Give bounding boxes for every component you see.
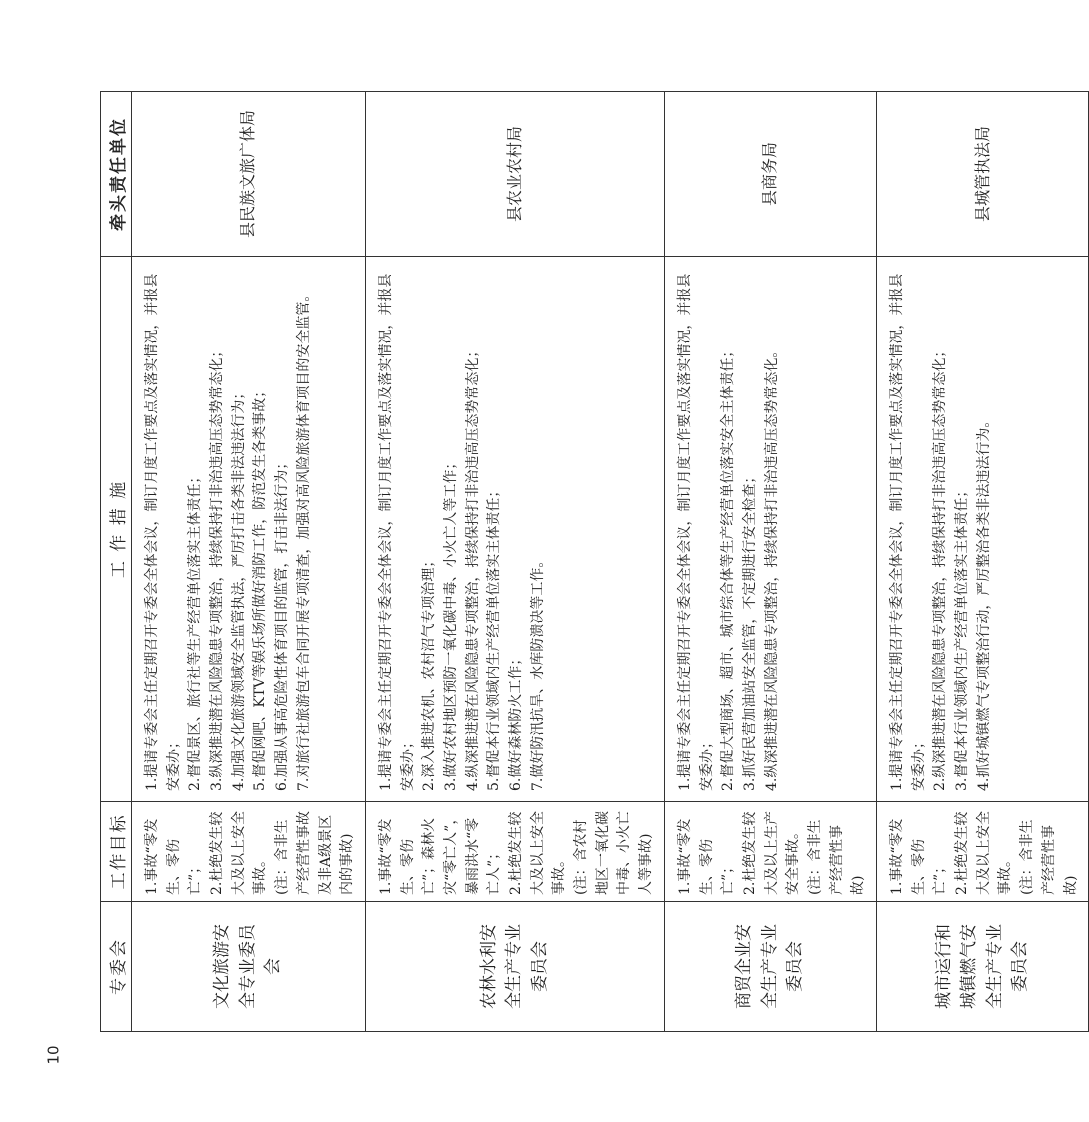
lead-unit-cell: 县城管执法局 xyxy=(877,92,1089,257)
committee-cell: 城市运行和城镇燃气安全生产专业委员会 xyxy=(877,902,1089,1032)
measure-item: 4.抓好城镇燃气专项整治行动，严厉整治各类非法违法行为。 xyxy=(975,413,992,791)
table-row xyxy=(132,92,366,1032)
header-lead-unit: 牵头责任单位 xyxy=(101,92,132,257)
header-goals: 工作目标 xyxy=(101,802,132,902)
work-table xyxy=(100,91,1089,1032)
goal-note: (注：含非生产经营性事故) xyxy=(806,819,867,895)
header-measures: 工 作 措 施 xyxy=(101,257,132,802)
measure-item: 3.督促本行业领域内生产经营单位落实主体责任； xyxy=(954,483,971,791)
measure-item: 4.纵深推进潜在风险隐患专项整治，持续保持打非治违高压态势常态化； xyxy=(464,343,481,791)
goal-note: (注：含农村地区一氧化碳中毒、小火亡人等事故) xyxy=(573,811,655,895)
committee-cell: 农林水利安全生产专业委员会 xyxy=(365,902,664,1032)
goal-item: 2.杜绝发生较大及以上安全事故。 xyxy=(954,811,1014,895)
goals-cell xyxy=(664,802,876,902)
goals-cell xyxy=(877,802,1089,902)
measure-item: 2.纵深推进潜在风险隐患专项整治，持续保持打非治违高压态势常态化； xyxy=(932,343,949,791)
goal-item: 1.事故“零发生、零伤亡”； xyxy=(144,818,204,895)
goal-item: 2.杜绝发生较大及以上生产安全事故。 xyxy=(741,811,802,895)
table-row xyxy=(664,92,876,1032)
goal-item: 1.事故“零发生、零伤亡”；森林火灾“零亡人”，暴雨洪水“零亡人”； xyxy=(377,810,503,895)
measure-item: 6.加强从事高危险性体育项目的监管，打击非法行为； xyxy=(274,455,291,791)
goal-note: (注：含非生产经营性事故及非A级景区内的事故) xyxy=(274,811,356,895)
measures-cell xyxy=(664,257,876,802)
measure-item: 2.深入推进农机、农村沼气专项治理； xyxy=(421,553,438,791)
page-number: 10 xyxy=(44,1045,63,1065)
measure-item: 6.做好森林防火工作； xyxy=(508,651,524,791)
table-row xyxy=(877,92,1089,1032)
goal-item: 2.杜绝发生较大及以上安全事故。 xyxy=(209,811,269,895)
header-committee: 专委会 xyxy=(101,902,132,1032)
measure-item: 3.抓好民营加油站安全监管，不定期进行安全检查； xyxy=(741,469,758,791)
measure-item: 2.督促景区、旅行社等生产经营单位落实主体责任； xyxy=(187,469,204,791)
rotated-table-container xyxy=(100,92,1079,1032)
goal-item: 1.事故“零发生、零伤亡”； xyxy=(676,818,737,895)
measure-item: 3.做好农村地区预防一氧化碳中毒、小火亡人等工作； xyxy=(442,455,459,791)
measure-item: 3.纵深推进潜在风险隐患专项整治，持续保持打非治违高压态势常态化； xyxy=(209,343,226,791)
measure-item: 2.督促大型商场、超市、城市综合体等生产经营单位落实安全主体责任； xyxy=(720,343,737,791)
lead-unit-cell: 县商务局 xyxy=(664,92,876,257)
measures-cell xyxy=(877,257,1089,802)
measure-item: 1.提请专委会主任定期召开专委会全体会议，制订月度工作要点及落实情况，并报县安委办； xyxy=(889,273,927,791)
goal-note: (注：含非生产经营性事故) xyxy=(1019,819,1079,895)
measures-cell xyxy=(132,257,366,802)
measure-item: 7.做好防汛抗旱、水库防溃决等工作。 xyxy=(529,553,546,791)
lead-unit-cell: 县农业农村局 xyxy=(365,92,664,257)
measure-item: 1.提请专委会主任定期召开专委会全体会议，制订月度工作要点及落实情况，并报县安委办； xyxy=(676,273,715,791)
measure-item: 5.督促网吧、KTV等娱乐场所做好消防工作，防范发生各类事故； xyxy=(252,383,269,791)
lead-unit-cell: 县民族文旅广体局 xyxy=(132,92,366,257)
measure-item: 1.提请专委会主任定期召开专委会全体会议，制订月度工作要点及落实情况，并报县安委办； xyxy=(144,273,182,791)
table-row xyxy=(365,92,664,1032)
goal-item: 2.杜绝发生较大及以上安全事故。 xyxy=(508,811,568,895)
committee-cell: 文化旅游安全专业委员会 xyxy=(132,902,366,1032)
measure-item: 4.纵深推进潜在风险隐患专项整治，持续保持打非治违高压态势常态化。 xyxy=(763,343,780,791)
measure-item: 7.对旅行社旅游包车合同开展专项清查，加强对高风险旅游体育项目的安全监管。 xyxy=(295,287,312,791)
committee-cell: 商贸企业安全生产专业委员会 xyxy=(664,902,876,1032)
goals-cell xyxy=(132,802,366,902)
measure-item: 4.加强文化旅游领域安全监管执法，严厉打击各类非法违法行为； xyxy=(230,385,247,791)
measure-item: 1.提请专委会主任定期召开专委会全体会议，制订月度工作要点及落实情况，并报县安委办； xyxy=(377,273,416,791)
goals-cell xyxy=(365,802,664,902)
header-row xyxy=(101,92,132,1032)
goal-item: 1.事故“零发生、零伤亡”； xyxy=(889,818,949,895)
measure-item: 5.督促本行业领域内生产经营单位落实主体责任； xyxy=(486,483,503,791)
measures-cell xyxy=(365,257,664,802)
